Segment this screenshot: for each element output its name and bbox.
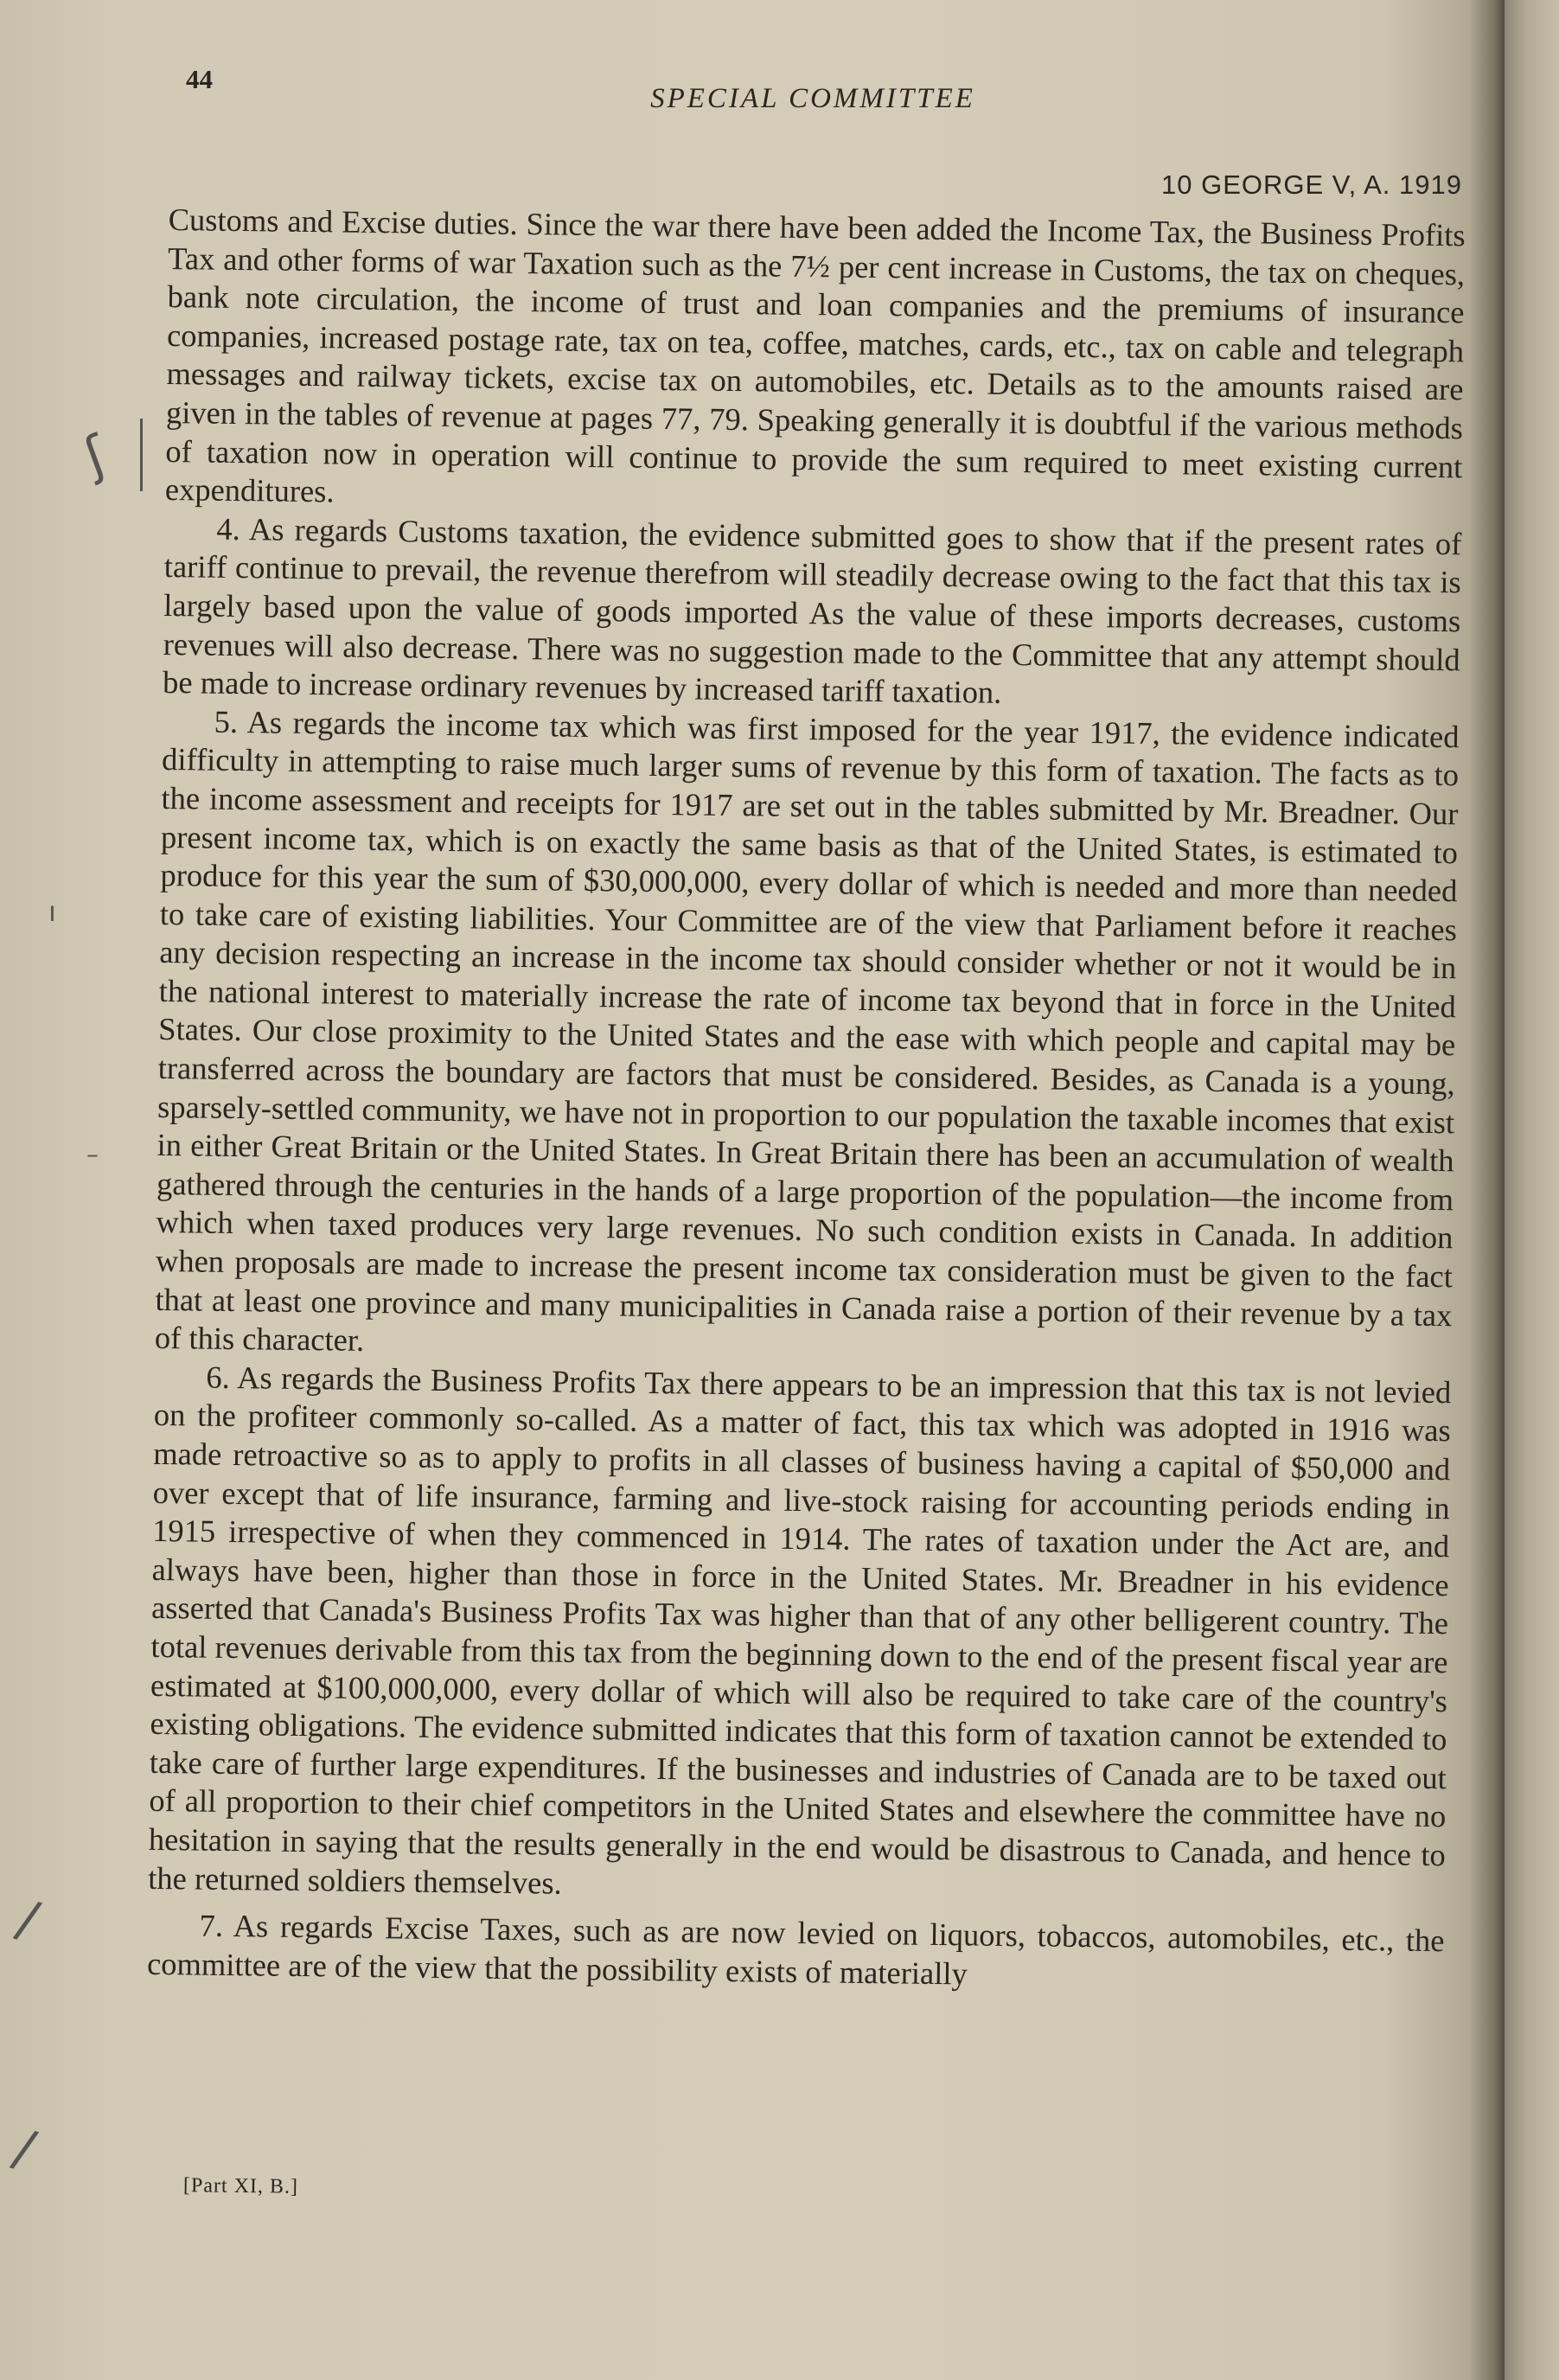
book-gutter-shadow	[1470, 0, 1505, 2380]
margin-pencil-line	[140, 419, 143, 491]
margin-pencil-mark: ʃ	[76, 424, 114, 488]
paragraph-4: 4. As regards Customs taxation, the evidence submitted goes to show that if the present rates of tariff continue to prevail, the revenue therefrom will steadily decrease owing to the fact that this tax is largely based upon the value of goods imported As the value of these imports decreases, customs revenues will also decrease. There was no suggestion made to the Committee that any attempt should be made to increase ordinary revenues by increased tariff taxation.	[162, 510, 1462, 710]
paragraph-7: 7. As regards Excise Taxes, such as are now levied on liquors, tobaccos, automobiles, etc., the committee are of the view that the possibility exists of materially	[146, 1907, 1445, 1992]
page-number: 44	[186, 64, 213, 94]
margin-pencil-stroke: /	[6, 2117, 42, 2181]
adjacent-page-edge	[1505, 0, 1559, 2380]
running-title	[571, 83, 1055, 115]
running-title-text: SPECIAL COMMITTEE	[650, 83, 975, 114]
paragraph-5: 5. As regards the income tax which was first imposed for the year 1917, the evidence indicated difficulty in attempting to raise much larger sums of revenue by this form of taxation. The facts as to the income assessment and receipts for 1917 are set out in the tables submitted by Mr. Breadner. Our present income tax, which is on exactly the same basis as that of the United States, is estimated to produce for this year the sum of $30,000,000, every dollar of which is needed and more than needed to take care of existing liabilities. Your Committee are of the view that Parliament before it reaches any decision respecting an increase in the income tax should consider whether or not it would be in the national interest to materially increase the rate of income tax beyond that in force in the United States. Our close proximity to the United States and the ease with which people and capital may be transferred across the boundary are factors that must be considered. Besides, as Canada is a young, sparsely-settled community, we have not in proportion to our population the taxable incomes that exist in either Great Britain or the United States. In Great Britain there has been an accumulation of wealth gathered through the centuries in the hands of a large proportion of the population—the income from which when taxed produces very large revenues. No such condition exists in Canada. In addition when proposals are made to increase the present income tax consideration must be given to the fact that at least one province and many municipalities in Canada raise a portion of their revenue by a tax of this character.	[154, 703, 1460, 1359]
paragraph-continued: Customs and Excise duties. Since the war there have been added the Income Tax, the Business Profits Tax and other forms of war Taxation such as the 7½ per cent increase in Customs, the tax on cheques, bank note circulation, the income of trust and loan companies and the premiums of insurance companies, increased postage rate, tax on tea, coffee, matches, cards, etc., tax on cable and telegraph messages and railway tickets, excise tax on automobiles, etc. Details as to the amounts raised are given in the tables of revenue at pages 77, 79. Speaking generally it is doubtful if the various methods of taxation now in operation will continue to provide the sum required to meet existing current expenditures.	[164, 201, 1466, 509]
session-heading: 10 GEORGE V, A. 1919	[1161, 170, 1462, 200]
margin-pencil-tick: ı	[48, 895, 56, 928]
body-text	[147, 201, 1466, 1999]
paragraph-6: 6. As regards the Business Profits Tax there appears to be an impression that this tax is not levied on the profiteer commonly so-called. As a matter of fact, this tax which was adopted in 1916 was made retroactive so as to apply to profits in all classes of business having a capital of $50,000 and over except that of life insurance, farming and live-stock raising for accounting periods ending in 1915 irrespective of when they commenced in 1914. The rates of taxation under the Act are, and always have been, higher than those in force in the United States. Mr. Breadner in his evidence asserted that Canada's Business Profits Tax was higher than that of any other belligerent country. The total revenues derivable from this tax from the beginning down to the end of the present fiscal year are estimated at $100,000,000, every dollar of which will also be required to take care of the country's existing obligations. The evidence submitted indicates that this form of taxation cannot be extended to take care of further large expenditures. If the businesses and industries of Canada are to be taxed out of all proportion to their chief competitors in the United States and elsewhere the committee have no hesitation in saying that the results generally in the end would be disastrous to Canada, and hence to the returned soldiers themselves.	[148, 1359, 1452, 1901]
margin-pencil-stroke: /	[10, 1888, 46, 1952]
margin-pencil-dash: –	[86, 1140, 99, 1168]
signature-mark: [Part XI, B.]	[182, 2174, 299, 2198]
